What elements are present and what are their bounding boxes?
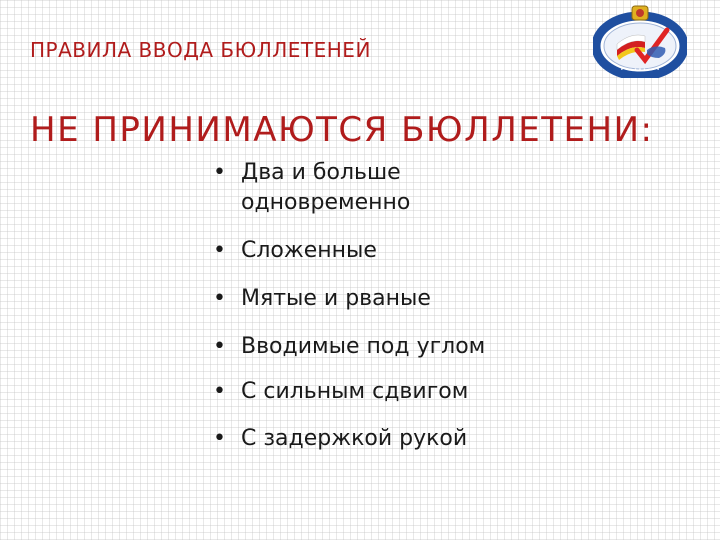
election-commission-logo-icon <box>593 4 687 78</box>
list-item-text: Два и больше одновременно <box>241 160 411 215</box>
list-item <box>213 236 541 266</box>
bullet-icon: • <box>213 286 226 311</box>
list-item <box>213 284 541 314</box>
bullet-icon: • <box>213 379 226 404</box>
list-item-text: Сложенные <box>241 238 377 263</box>
bullet-icon: • <box>213 160 226 185</box>
bullet-icon: • <box>213 334 226 359</box>
slide-header-title: ПРАВИЛА ВВОДА БЮЛЛЕТЕНЕЙ <box>30 38 371 62</box>
list-item <box>213 424 561 454</box>
main-heading: НЕ ПРИНИМАЮТСЯ БЮЛЛЕТЕНИ: <box>30 110 654 150</box>
list-item-text: Вводимые под углом <box>241 334 486 359</box>
bullet-icon: • <box>213 238 226 263</box>
list-item <box>213 332 561 362</box>
list-item-text: Мятые и рваные <box>241 286 431 311</box>
list-item <box>213 377 561 407</box>
bullet-icon: • <box>213 426 226 451</box>
svg-text:• • • • • • • • •: • • • • • • • • • <box>620 67 660 73</box>
list-item <box>213 158 501 218</box>
list-item-text: С задержкой рукой <box>241 426 468 451</box>
list-item-text: С сильным сдвигом <box>241 379 469 404</box>
